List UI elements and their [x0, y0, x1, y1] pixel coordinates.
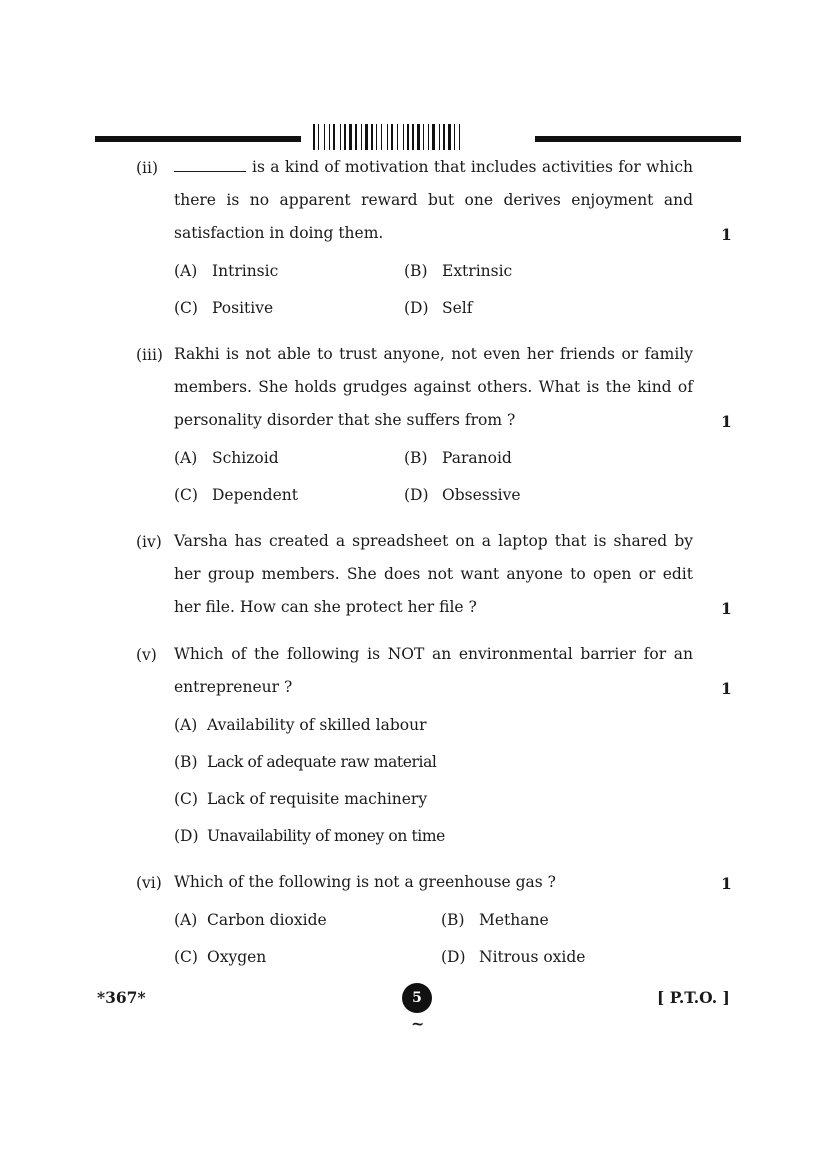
- option-a: (A) Availability of skilled labour: [174, 716, 427, 734]
- barcode-bar: [340, 124, 341, 150]
- barcode-bar: [324, 124, 325, 150]
- option-b: (B) Extrinsic: [404, 262, 513, 280]
- option-c: (C) Dependent: [174, 486, 298, 504]
- barcode-bar: [387, 124, 388, 150]
- option-c: (C) Lack of requisite machinery: [174, 790, 428, 808]
- question-stem: Which of the following is not a greenhouse gas ?: [174, 873, 556, 891]
- question-marks: 1: [721, 874, 732, 893]
- barcode-bar: [407, 124, 409, 150]
- page-number-badge: 5: [402, 983, 432, 1013]
- question-number: (iv): [136, 533, 162, 551]
- option-b: (B) Lack of adequate raw material: [174, 753, 437, 771]
- question-marks: 1: [721, 412, 732, 431]
- paper-code: *367*: [97, 988, 146, 1007]
- barcode-bar: [344, 124, 346, 150]
- barcode-bar: [412, 124, 414, 150]
- option-d: (D) Nitrous oxide: [441, 948, 586, 966]
- barcode-bar: [432, 124, 435, 150]
- question-marks: 1: [721, 225, 732, 244]
- header-rule-right: [535, 136, 741, 142]
- question-number: (iii): [136, 346, 163, 364]
- barcode-bar: [428, 124, 429, 150]
- barcode-bar: [454, 124, 455, 150]
- question-stem: Varsha has created a spreadsheet on a laptop that is shared by her group members. She does not want anyone to open or edit her file. How can she protect her file ?: [174, 532, 693, 616]
- header-rule-left: [95, 136, 301, 142]
- question-stem: is a kind of motivation that includes activities for which there is no apparent reward but one derives enjoyment and satisfaction in doing them.: [174, 158, 693, 242]
- option-c: (C) Positive: [174, 299, 274, 317]
- barcode-bar: [333, 124, 335, 150]
- barcode-bar: [443, 124, 445, 150]
- question-number: (ii): [136, 159, 159, 177]
- barcode-bar: [318, 124, 319, 150]
- barcode-bar: [391, 124, 393, 150]
- barcode-bar: [403, 124, 404, 150]
- barcode-bar: [423, 124, 424, 150]
- option-a: (A) Intrinsic: [174, 262, 279, 280]
- barcode-bar: [349, 124, 352, 150]
- question-marks: 1: [721, 679, 732, 698]
- barcode-bar: [371, 124, 373, 150]
- option-b: (B) Paranoid: [404, 449, 512, 467]
- option-d: (D) Unavailability of money on time: [174, 827, 445, 845]
- barcode-bar: [397, 124, 398, 150]
- option-a: (A) Schizoid: [174, 449, 279, 467]
- question-marks: 1: [721, 599, 732, 618]
- question-stem: Which of the following is NOT an environmental barrier for an entrepreneur ?: [174, 645, 693, 696]
- barcode-bar: [439, 124, 440, 150]
- barcode-bar: [448, 124, 451, 150]
- option-d: (D) Obsessive: [404, 486, 521, 504]
- barcode-bar: [417, 124, 420, 150]
- barcode: [313, 124, 513, 150]
- barcode-bar: [355, 124, 357, 150]
- option-d: (D) Self: [404, 299, 473, 317]
- question-number: (v): [136, 646, 157, 664]
- barcode-bar: [329, 124, 330, 150]
- barcode-bar: [376, 124, 377, 150]
- barcode-bar: [365, 124, 368, 150]
- option-b: (B) Methane: [441, 911, 549, 929]
- question-number: (vi): [136, 874, 162, 892]
- option-c: (C) Oxygen: [174, 948, 267, 966]
- barcode-bar: [381, 124, 382, 150]
- barcode-bar: [459, 124, 460, 150]
- barcode-bar: [313, 124, 315, 150]
- option-a: (A) Carbon dioxide: [174, 911, 327, 929]
- question-stem: Rakhi is not able to trust anyone, not even her friends or family members. She holds grudges against others. What is the kind of personality disorder that she suffers from ?: [174, 345, 693, 429]
- pto-label: [ P.T.O. ]: [657, 988, 730, 1007]
- fill-in-blank: [174, 157, 246, 172]
- tilde-mark: ~: [411, 1014, 425, 1033]
- barcode-bar: [361, 124, 362, 150]
